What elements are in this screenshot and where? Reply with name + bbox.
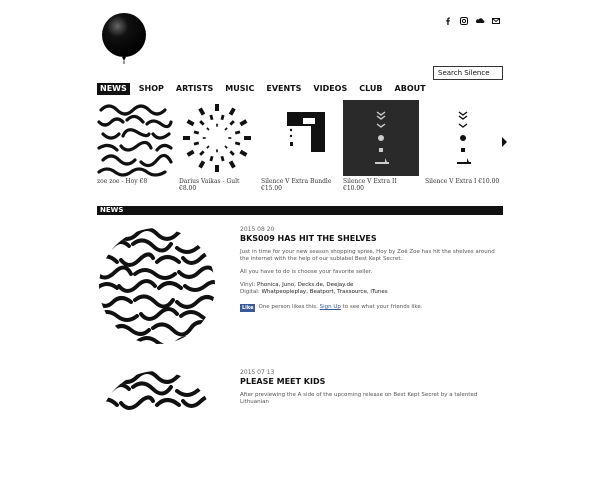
product-card[interactable] — [179, 100, 255, 192]
signup-link[interactable]: Sign Up — [319, 304, 341, 310]
product-card[interactable] — [261, 100, 337, 192]
post-paragraph: After previewing the A side of the upcoming release on Best Kept Secret by a talented Lithuanian — [240, 392, 478, 405]
product-caption[interactable]: zoe zoe - Hoy €8 — [97, 178, 148, 185]
digital-store-links[interactable]: Whatpeopleplay, Beatport, Traxsource, iTunes — [261, 289, 388, 295]
news-heading-label: NEWS — [100, 206, 124, 214]
post-title[interactable]: PLEASE MEET KIDS — [240, 377, 326, 386]
product-caption[interactable]: Silence V Extra Bundle €15.00 — [261, 178, 332, 192]
nav-videos[interactable]: VIDEOS — [313, 84, 348, 93]
facebook-like-button[interactable]: Like — [242, 305, 254, 311]
nav-shop[interactable]: SHOP — [138, 84, 164, 93]
post-date: 2015 07 13 — [240, 369, 275, 376]
nav-music[interactable]: MUSIC — [225, 84, 255, 93]
product-cover-image[interactable] — [425, 100, 501, 176]
product-card[interactable] — [343, 100, 419, 192]
mail-icon[interactable] — [492, 10, 500, 18]
post-title[interactable]: BKS009 HAS HIT THE SHELVES — [240, 234, 377, 243]
post-body — [240, 369, 500, 412]
search-input[interactable] — [433, 66, 503, 80]
nav-news[interactable]: NEWS — [97, 83, 130, 95]
post-artwork-image[interactable] — [97, 226, 217, 346]
nav-club[interactable]: CLUB — [359, 84, 383, 93]
vinyl-label: Vinyl: — [240, 282, 256, 288]
balloon-logo[interactable] — [100, 12, 148, 64]
post-body — [240, 226, 500, 312]
nav-events[interactable]: EVENTS — [266, 84, 302, 93]
instagram-icon[interactable] — [460, 10, 468, 18]
product-cover-image[interactable] — [343, 100, 419, 176]
product-caption[interactable]: Darius Vaikas - Gult €8.00 — [179, 178, 240, 192]
facebook-like-widget — [240, 304, 500, 312]
like-text: One person likes this. Sign Up to see what your friends like. — [258, 304, 423, 310]
product-cover-image[interactable] — [97, 100, 173, 176]
product-cover-image[interactable] — [261, 100, 337, 176]
post-date: 2015 08 20 — [240, 226, 275, 233]
product-cover-image[interactable] — [179, 100, 255, 176]
carousel-next-icon[interactable] — [502, 137, 507, 147]
social-links — [444, 10, 500, 18]
nav-about[interactable]: ABOUT — [394, 84, 426, 93]
post-paragraph: Just in time for your new season shopping spree, Hoy by Zoë Zoe has hit the shelves around the internet with the help of our sublabel Best Kept Secret. — [240, 249, 495, 262]
product-card[interactable] — [425, 100, 501, 185]
store-links — [240, 282, 500, 296]
soundcloud-icon[interactable] — [476, 10, 484, 18]
product-carousel — [97, 100, 517, 192]
vinyl-store-links[interactable]: Phonica, Juno, Decks.de, Deejay.de — [257, 282, 354, 288]
facebook-icon[interactable] — [444, 10, 452, 18]
product-card[interactable] — [97, 100, 173, 185]
post-paragraph: All you have to do is choose your favorite seller. — [240, 269, 373, 275]
digital-label: Digital: — [240, 289, 260, 295]
post-artwork-image[interactable] — [97, 369, 217, 489]
main-nav — [97, 83, 435, 95]
product-caption[interactable]: Silence V Extra II €10.00 — [343, 178, 397, 192]
news-section-heading — [97, 206, 503, 215]
product-caption[interactable]: Silence V Extra I €10.00 — [425, 178, 500, 185]
nav-artists[interactable]: ARTISTS — [175, 84, 214, 93]
